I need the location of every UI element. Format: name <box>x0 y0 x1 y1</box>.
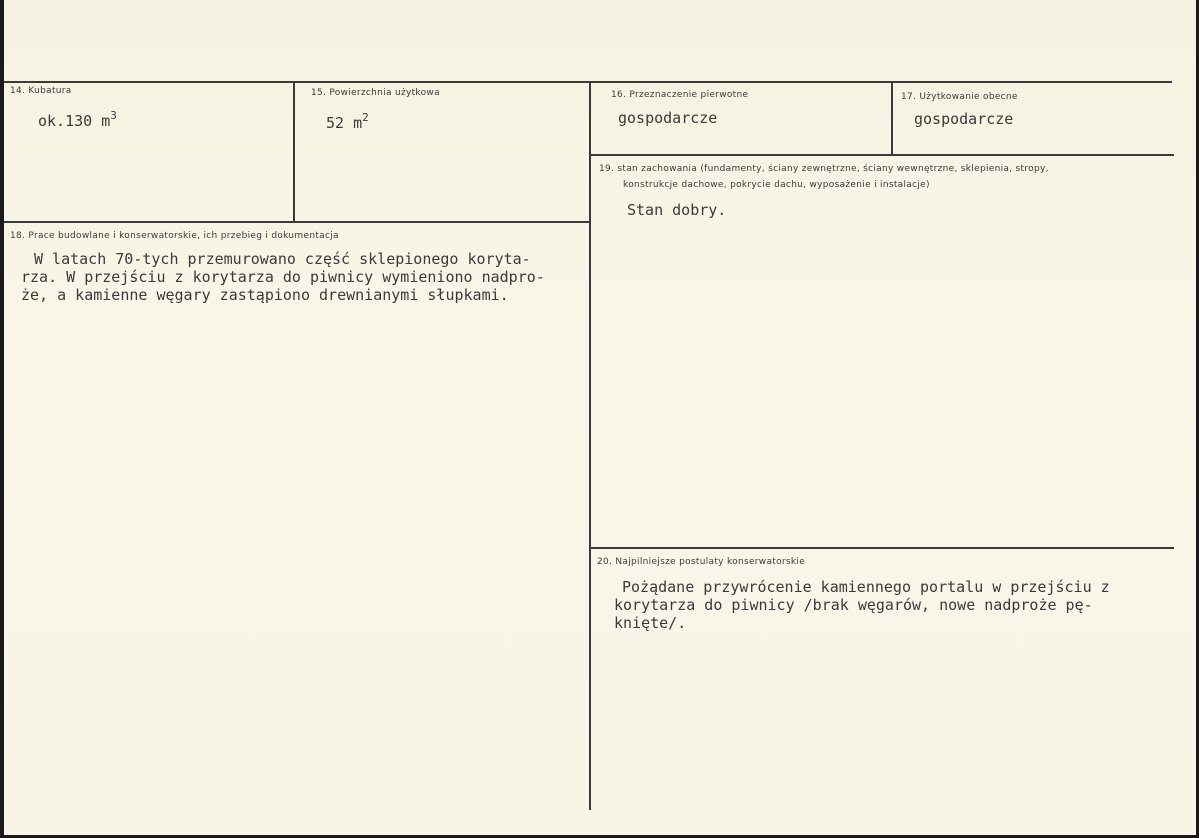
rule-under-14-15 <box>4 221 591 223</box>
rule-under-16-17 <box>590 154 1174 156</box>
prace-label: 18. Prace budowlane i konserwatorskie, ich przebieg i dokumentacja <box>10 231 339 241</box>
uzytkowanie-label: 17. Użytkowanie obecne <box>901 92 1018 102</box>
przeznaczenie-label: 16. Przeznaczenie pierwotne <box>611 90 749 100</box>
scan-edge-left <box>0 0 4 838</box>
stan-label-line1: 19. stan zachowania (fundamenty, ściany zewnętrzne, ściany wewnętrzne, sklepienia, stropy, <box>599 164 1049 174</box>
powierzchnia-exponent: 2 <box>362 111 369 124</box>
powierzchnia-number: 52 m <box>326 114 363 132</box>
kubatura-label: 14. Kubatura <box>10 86 72 96</box>
stan-value: Stan dobry. <box>627 201 727 219</box>
divider-main <box>589 82 591 810</box>
stan-label-line2: konstrukcje dachowe, pokrycie dachu, wyposażenie i instalacje) <box>623 180 930 190</box>
kubatura-exponent: 3 <box>110 109 117 122</box>
prace-line-1: W latach 70-tych przemurowano część sklepionego koryta- <box>34 250 531 268</box>
prace-line-2: rza. W przejściu z korytarza do piwnicy wymieniono nadpro- <box>21 268 545 286</box>
postulaty-label: 20. Najpilniejsze postulaty konserwatorskie <box>597 557 806 567</box>
przeznaczenie-value: gospodarcze <box>618 109 718 127</box>
powierzchnia-label: 15. Powierzchnia użytkowa <box>311 88 440 98</box>
top-rule <box>4 81 1172 83</box>
prace-line-3: że, a kamienne węgary zastąpiono drewnianymi słupkami. <box>21 286 509 304</box>
divider-16-17 <box>891 82 893 154</box>
kubatura-value <box>38 109 117 130</box>
powierzchnia-value <box>326 111 369 132</box>
rule-above-20 <box>590 547 1174 549</box>
divider-14-15 <box>293 82 295 222</box>
postulaty-line-1: Pożądane przywrócenie kamiennego portalu w przejściu z <box>622 578 1110 596</box>
kubatura-number: ok.130 m <box>38 112 111 130</box>
postulaty-line-3: knięte/. <box>614 614 687 632</box>
uzytkowanie-value: gospodarcze <box>914 110 1014 128</box>
postulaty-line-2: korytarza do piwnicy /brak węgarów, nowe nadproże pę- <box>614 596 1093 614</box>
